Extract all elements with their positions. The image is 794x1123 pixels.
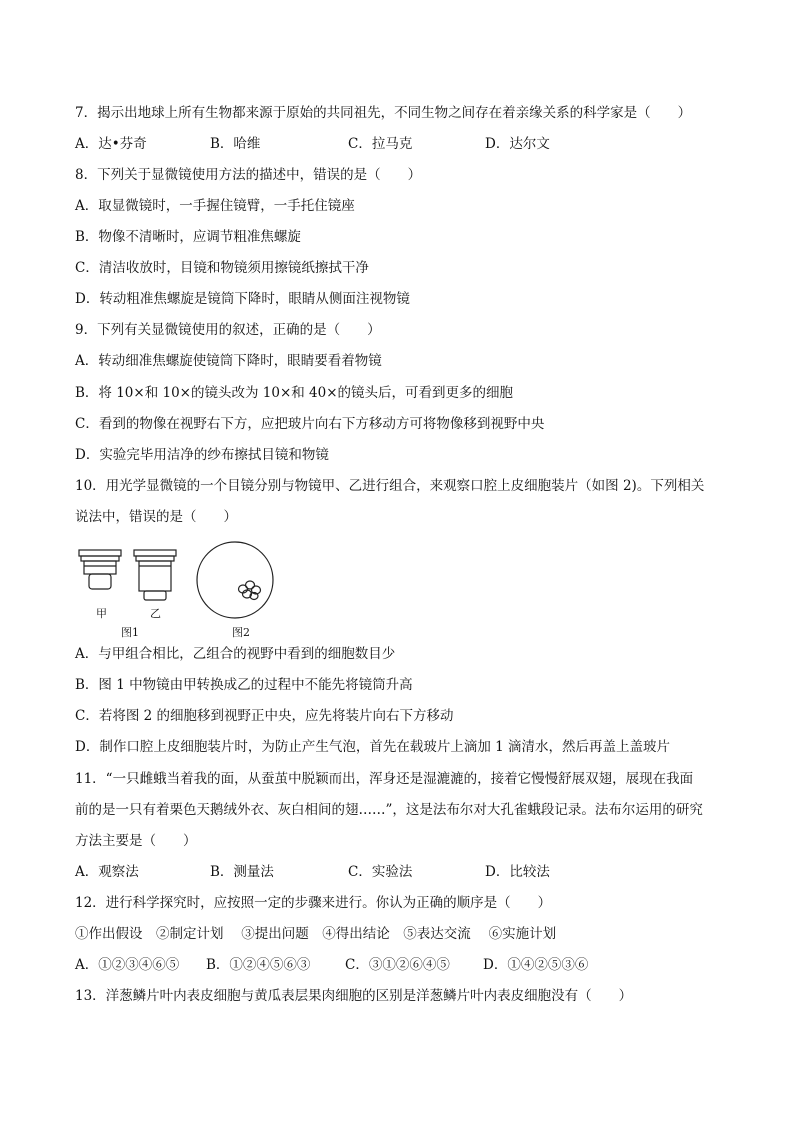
caption-figure-2: 图2	[232, 626, 250, 639]
q11-option-a: A．观察法	[75, 864, 139, 880]
q8-option-c: C．清洁收放时，目镜和物镜须用擦镜纸擦拭干净	[75, 260, 369, 276]
q9-option-b: B．将 10×和 10×的镜头改为 10×和 40×的镜头后，可看到更多的细胞	[75, 385, 514, 401]
q12-option-a: A．①②③④⑥⑤	[75, 957, 180, 973]
objective-yi-icon	[134, 550, 176, 600]
q7-option-b: B．哈维	[210, 136, 261, 152]
caption-figure-1: 图1	[121, 626, 139, 639]
q11-option-b: B．测量法	[210, 864, 274, 880]
q10-stem-line1: 10．用光学显微镜的一个目镜分别与物镜甲、乙进行组合，来观察口腔上皮细胞装片（如图 2)。下列相关	[75, 478, 705, 494]
q10-option-a: A．与甲组合相比，乙组合的视野中看到的细胞数目少	[75, 646, 396, 662]
q13-stem: 13．洋葱鳞片叶内表皮细胞与黄瓜表层果肉细胞的区别是洋葱鳞片叶内表皮细胞没有（ ）	[75, 988, 633, 1004]
q11-option-c: C．实验法	[348, 864, 413, 880]
q7-option-d: D．达尔文	[485, 136, 550, 152]
q10-option-c: C．若将图 2 的细胞移到视野正中央，应先将装片向右下方移动	[75, 708, 454, 724]
field-of-view-icon	[197, 542, 273, 618]
q12-stem: 12．进行科学探究时，应按照一定的步骤来进行。你认为正确的顺序是（ ）	[75, 895, 552, 911]
q12-option-b: B．①②④⑤⑥③	[206, 957, 311, 973]
q7-option-c: C．拉马克	[348, 136, 413, 152]
q11-stem-line2: 前的是一只有着栗色天鹅绒外衣、灰白相间的翅……”，这是法布尔对大孔雀蛾段记录。法布尔运用的研究	[75, 802, 703, 818]
label-jia: 甲	[96, 607, 107, 620]
q8-option-d: D．转动粗准焦螺旋是镜筒下降时，眼睛从侧面注视物镜	[75, 291, 410, 307]
q12-option-c: C．③①②⑥④⑤	[345, 957, 450, 973]
q10-figure-drawing	[70, 538, 290, 643]
q11-stem-line3: 方法主要是（ ）	[75, 833, 197, 849]
q9-option-d: D．实验完毕用洁净的纱布擦拭目镜和物镜	[75, 447, 329, 463]
q8-stem: 8．下列关于显微镜使用方法的描述中，错误的是（ ）	[75, 167, 422, 183]
objective-jia-icon	[79, 550, 121, 589]
q7-stem: 7．揭示出地球上所有生物都来源于原始的共同祖先，不同生物之间存在着亲缘关系的科学家是（ ）	[75, 105, 692, 121]
q8-option-b: B．物像不清晰时，应调节粗准焦螺旋	[75, 229, 301, 245]
q10-figure	[70, 538, 290, 643]
q9-option-a: A．转动细准焦螺旋使镜筒下降时，眼睛要看着物镜	[75, 353, 382, 369]
q9-option-c: C．看到的物像在视野右下方，应把玻片向右下方移动方可将物像移到视野中央	[75, 416, 545, 432]
q9-stem: 9．下列有关显微镜使用的叙述，正确的是（ ）	[75, 322, 381, 338]
label-yi: 乙	[150, 607, 161, 620]
q10-option-b: B．图 1 中物镜由甲转换成乙的过程中不能先将镜筒升高	[75, 677, 413, 693]
q10-stem-line2: 说法中，错误的是（ ）	[75, 509, 237, 525]
q7-option-a: A．达•芬奇	[75, 136, 147, 152]
q11-option-d: D．比较法	[485, 864, 550, 880]
q11-stem-line1: 11．“一只雌蛾当着我的面，从蚕茧中脱颖而出，浑身还是湿漉漉的，接着它慢慢舒展双翅，展现在我面	[75, 771, 694, 787]
q12-option-d: D．①④②⑤③⑥	[483, 957, 589, 973]
q12-steps: ①作出假设 ②制定计划 ③提出问题 ④得出结论 ⑤表达交流 ⑥实施计划	[75, 926, 557, 942]
q10-option-d: D．制作口腔上皮细胞装片时，为防止产生气泡，首先在载玻片上滴加 1 滴清水，然后再盖上盖玻片	[75, 739, 670, 755]
q8-option-a: A．取显微镜时，一手握住镜臂，一手托住镜座	[75, 198, 355, 214]
